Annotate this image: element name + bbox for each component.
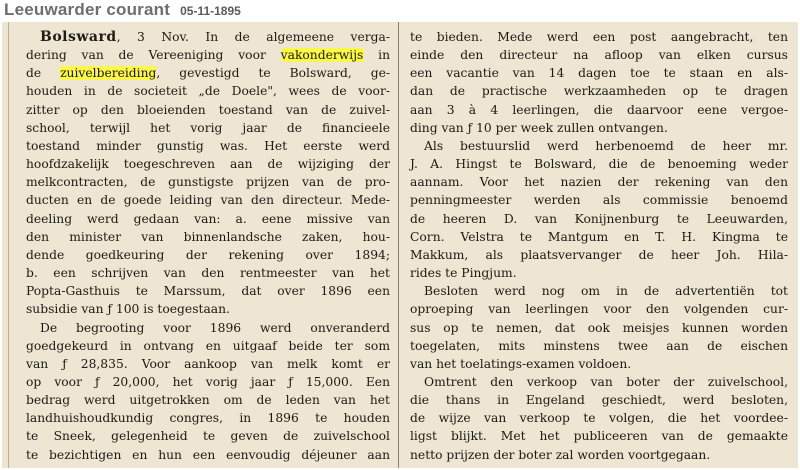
text-line: Corn. Velstra te Mantgum en T. H. Kingma te xyxy=(410,229,788,244)
text-line: landhuishoudkundig congres, in 1896 te houden xyxy=(26,411,390,426)
text-line: te bieden. Mede werd een post aangebracht, ten xyxy=(410,30,788,44)
article-column-left xyxy=(26,28,390,464)
text-line: dende goedkeuring der rekening over 1894; xyxy=(26,247,390,262)
text-line: te Sneek, gelegenheid te geven de zuivelschool xyxy=(26,429,390,444)
text-line: zitter op den bloeienden toestand van de zuivel- xyxy=(26,102,390,117)
text-line: ding van ƒ 10 per week zullen ontvangen. xyxy=(410,120,668,135)
text-line: bedrag werd uitgetrokken om de leden van het xyxy=(26,393,390,408)
text-line: aannam. Voor het nazien der rekening van den xyxy=(410,175,788,190)
publication-title: Leeuwarder courant xyxy=(4,0,171,19)
text-line: ducten en de goede leiding van den directeur. Mede- xyxy=(26,193,390,208)
text-line: oproeping van leerlingen voor den volgenden cur- xyxy=(410,302,788,317)
text-line: te bezichtigen en hun een eenvoudig déjeuner aan xyxy=(26,447,390,462)
text-line: hoofdzakelijk toegeschreven aan de wijziging der xyxy=(26,157,390,172)
text-line: Als bestuurslid werd herbenoemd de heer mr. xyxy=(424,138,788,153)
text-line: penningmeester werden als commissie benoemd xyxy=(410,193,788,208)
text-line: de heeren D. van Konijnenburg te Leeuwarden, xyxy=(410,211,788,226)
text-line: de wijze van verkoop te volgen, die het voordee- xyxy=(410,411,788,426)
text-line: deeling werd gedaan van: a. eene missive van xyxy=(26,211,390,226)
text-line: aan 3 à 4 leerlingen, die daarvoor eene vergoe- xyxy=(410,102,788,117)
article-column-right xyxy=(410,28,788,464)
text-line: subsidie van ƒ 100 is toegestaan. xyxy=(26,302,230,317)
text-line: van ƒ 28,835. Voor aankoop van melk komt er xyxy=(26,356,390,371)
text-line: dering van de Vereeniging voor vakonderwijs in xyxy=(26,48,391,63)
text-line: Besloten werd nog om in de advertentiën tot xyxy=(424,284,788,299)
newspaper-scan xyxy=(2,22,798,468)
column-divider xyxy=(398,22,399,468)
text-line: den minister van binnenlandsche zaken, hou- xyxy=(26,229,390,244)
text-line: een vacantie van 14 dagen toe te staan en als- xyxy=(410,66,788,81)
text-line: school, terwijl het vorig jaar de financieele xyxy=(26,120,390,135)
column-rule-left xyxy=(8,22,9,468)
text-line: netto prijzen der boter zal worden voortgegaan. xyxy=(410,447,711,462)
text-line: toegelaten, mits minstens twee aan de eischen xyxy=(410,338,788,353)
text-line: goedgekeurd in ontvang en uitgaaf beide ter som xyxy=(26,338,390,353)
text-line: melkcontracten, de gunstigste prijzen van de pro- xyxy=(26,175,390,190)
text-line: rides te Pingjum. xyxy=(410,266,517,281)
publication-date: 05-11-1895 xyxy=(180,4,241,18)
search-highlight: zuivelbereiding xyxy=(60,66,157,81)
text-line: de zuivelbereiding, gevestigd te Bolsward, ge- xyxy=(26,66,390,81)
text-line: De begrooting voor 1896 werd onveranderd xyxy=(40,320,390,335)
text-line: J. A. Hingst te Bolsward, die de benoeming weder xyxy=(410,157,788,172)
text-line: Popta-Gasthuis te Marssum, dat over 1896 een xyxy=(26,284,390,299)
text-line: toestand minder gunstig was. Het eerste werd xyxy=(26,138,390,153)
text-line: Makkum, als plaatsvervanger de heer Joh. Hila- xyxy=(410,247,788,262)
text-line: sus op te nemen, dat ook meisjes kunnen worden xyxy=(410,320,788,335)
text-line: Bolsward, 3 Nov. In de algemeene verga- xyxy=(40,29,390,45)
search-highlight: vakonderwijs xyxy=(280,48,364,63)
text-line: die thans in Engeland geschiedt, werd besloten, xyxy=(410,393,788,408)
text-line: ligst blijkt. Met het publiceeren van de gemaakte xyxy=(410,429,788,444)
text-line: houden in de societeit „de Doele", wees de voor- xyxy=(26,84,390,99)
text-line: op voor ƒ 20,000, het vorig jaar ƒ 15,000. Een xyxy=(26,374,390,389)
text-line: dan de practische werkzaamheden op te dragen xyxy=(410,84,788,99)
text-line: b. een schrijven van den rentmeester van het xyxy=(26,266,390,281)
dateline-place: Bolsward xyxy=(40,29,117,45)
text-line: einde den directeur na afloop van elken cursus xyxy=(410,48,788,63)
text-line: van het toelatings-examen voldoen. xyxy=(410,356,632,371)
clipping-header xyxy=(4,0,241,22)
text-line: Omtrent den verkoop van boter der zuivelschool, xyxy=(424,374,788,389)
